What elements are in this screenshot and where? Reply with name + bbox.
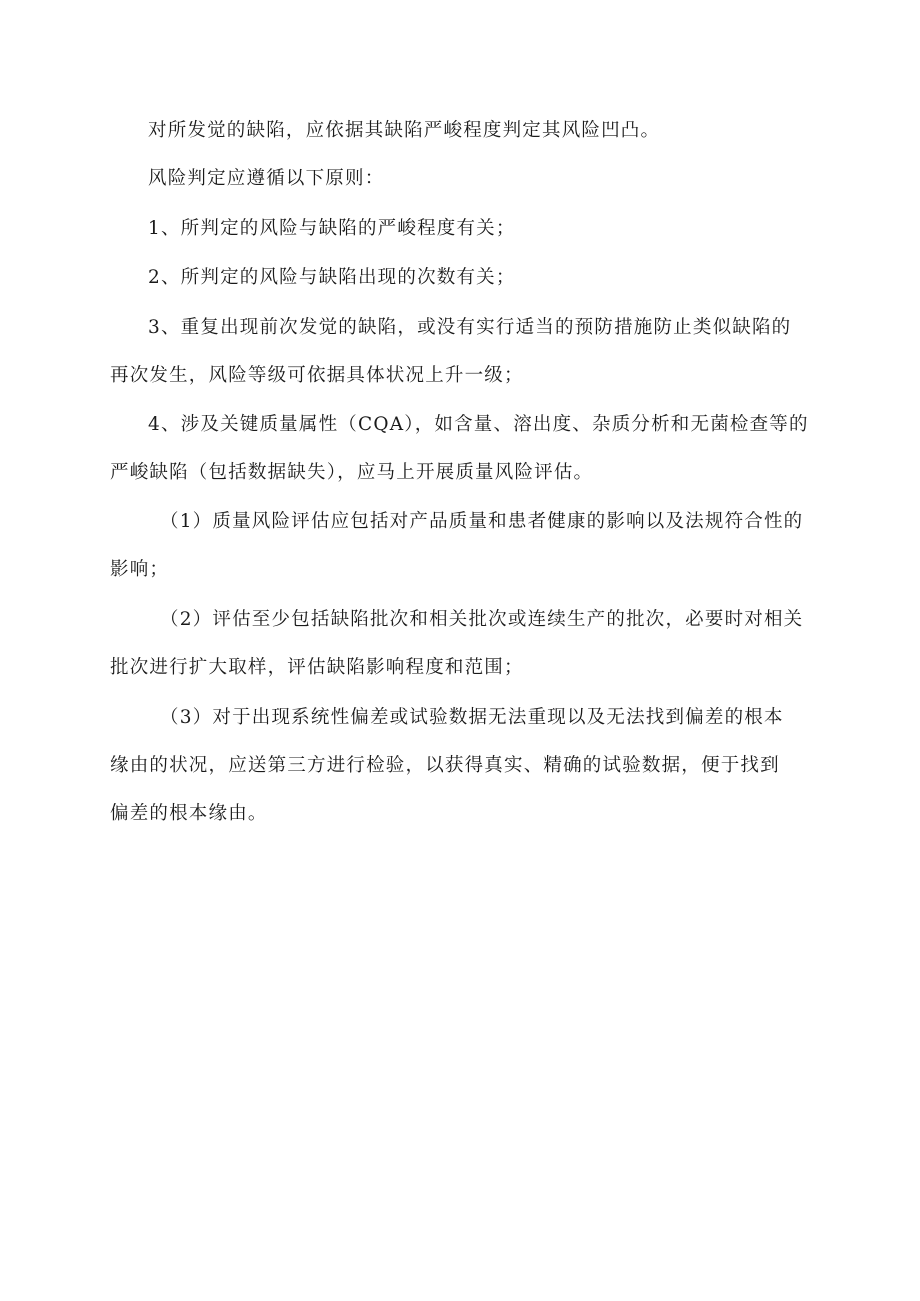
text-line: 3、重复出现前次发觉的缺陷，或没有实行适当的预防措施防止类似缺陷的 bbox=[148, 317, 792, 338]
paragraph-principle-3 bbox=[110, 304, 810, 400]
paragraph-principle-1 bbox=[110, 205, 810, 253]
text-line: 批次进行扩大取样，评估缺陷影响程度和范围； bbox=[110, 657, 524, 678]
text-line: （3）对于出现系统性偏差或试验数据无法重现以及无法找到偏差的根本 bbox=[160, 707, 784, 728]
text-line: 影响； bbox=[110, 559, 170, 580]
text-line: 严峻缺陷（包括数据缺失），应马上开展质量风险评估。 bbox=[110, 462, 594, 483]
text-line: 风险判定应遵循以下原则： bbox=[148, 168, 385, 189]
text-line: 4、涉及关键质量属性（CQA），如含量、溶出度、杂质分析和无菌检查等的 bbox=[148, 414, 809, 435]
paragraph-subitem-3 bbox=[110, 694, 810, 838]
paragraph-subitem-1 bbox=[110, 498, 810, 594]
paragraph-risk-judgement bbox=[110, 107, 810, 155]
text-line: （2）评估至少包括缺陷批次和相关批次或连续生产的批次，必要时对相关 bbox=[160, 609, 804, 630]
text-line: 缘由的状况，应送第三方进行检验，以获得真实、精确的试验数据，便于找到 bbox=[110, 755, 780, 776]
paragraph-principle-2 bbox=[110, 254, 810, 302]
paragraph-principle-4 bbox=[110, 401, 810, 497]
text-line: 2、所判定的风险与缺陷出现的次数有关； bbox=[148, 267, 516, 288]
paragraph-principles-intro bbox=[110, 155, 810, 203]
text-line: 再次发生，风险等级可依据具体状况上升一级； bbox=[110, 365, 524, 386]
text-line: 1、所判定的风险与缺陷的严峻程度有关； bbox=[148, 218, 516, 239]
text-line: 对所发觉的缺陷，应依据其缺陷严峻程度判定其风险凹凸。 bbox=[148, 120, 661, 141]
text-line: 偏差的根本缘由。 bbox=[110, 803, 268, 824]
text-line: （1）质量风险评估应包括对产品质量和患者健康的影响以及法规符合性的 bbox=[160, 511, 804, 532]
paragraph-subitem-2 bbox=[110, 596, 810, 692]
